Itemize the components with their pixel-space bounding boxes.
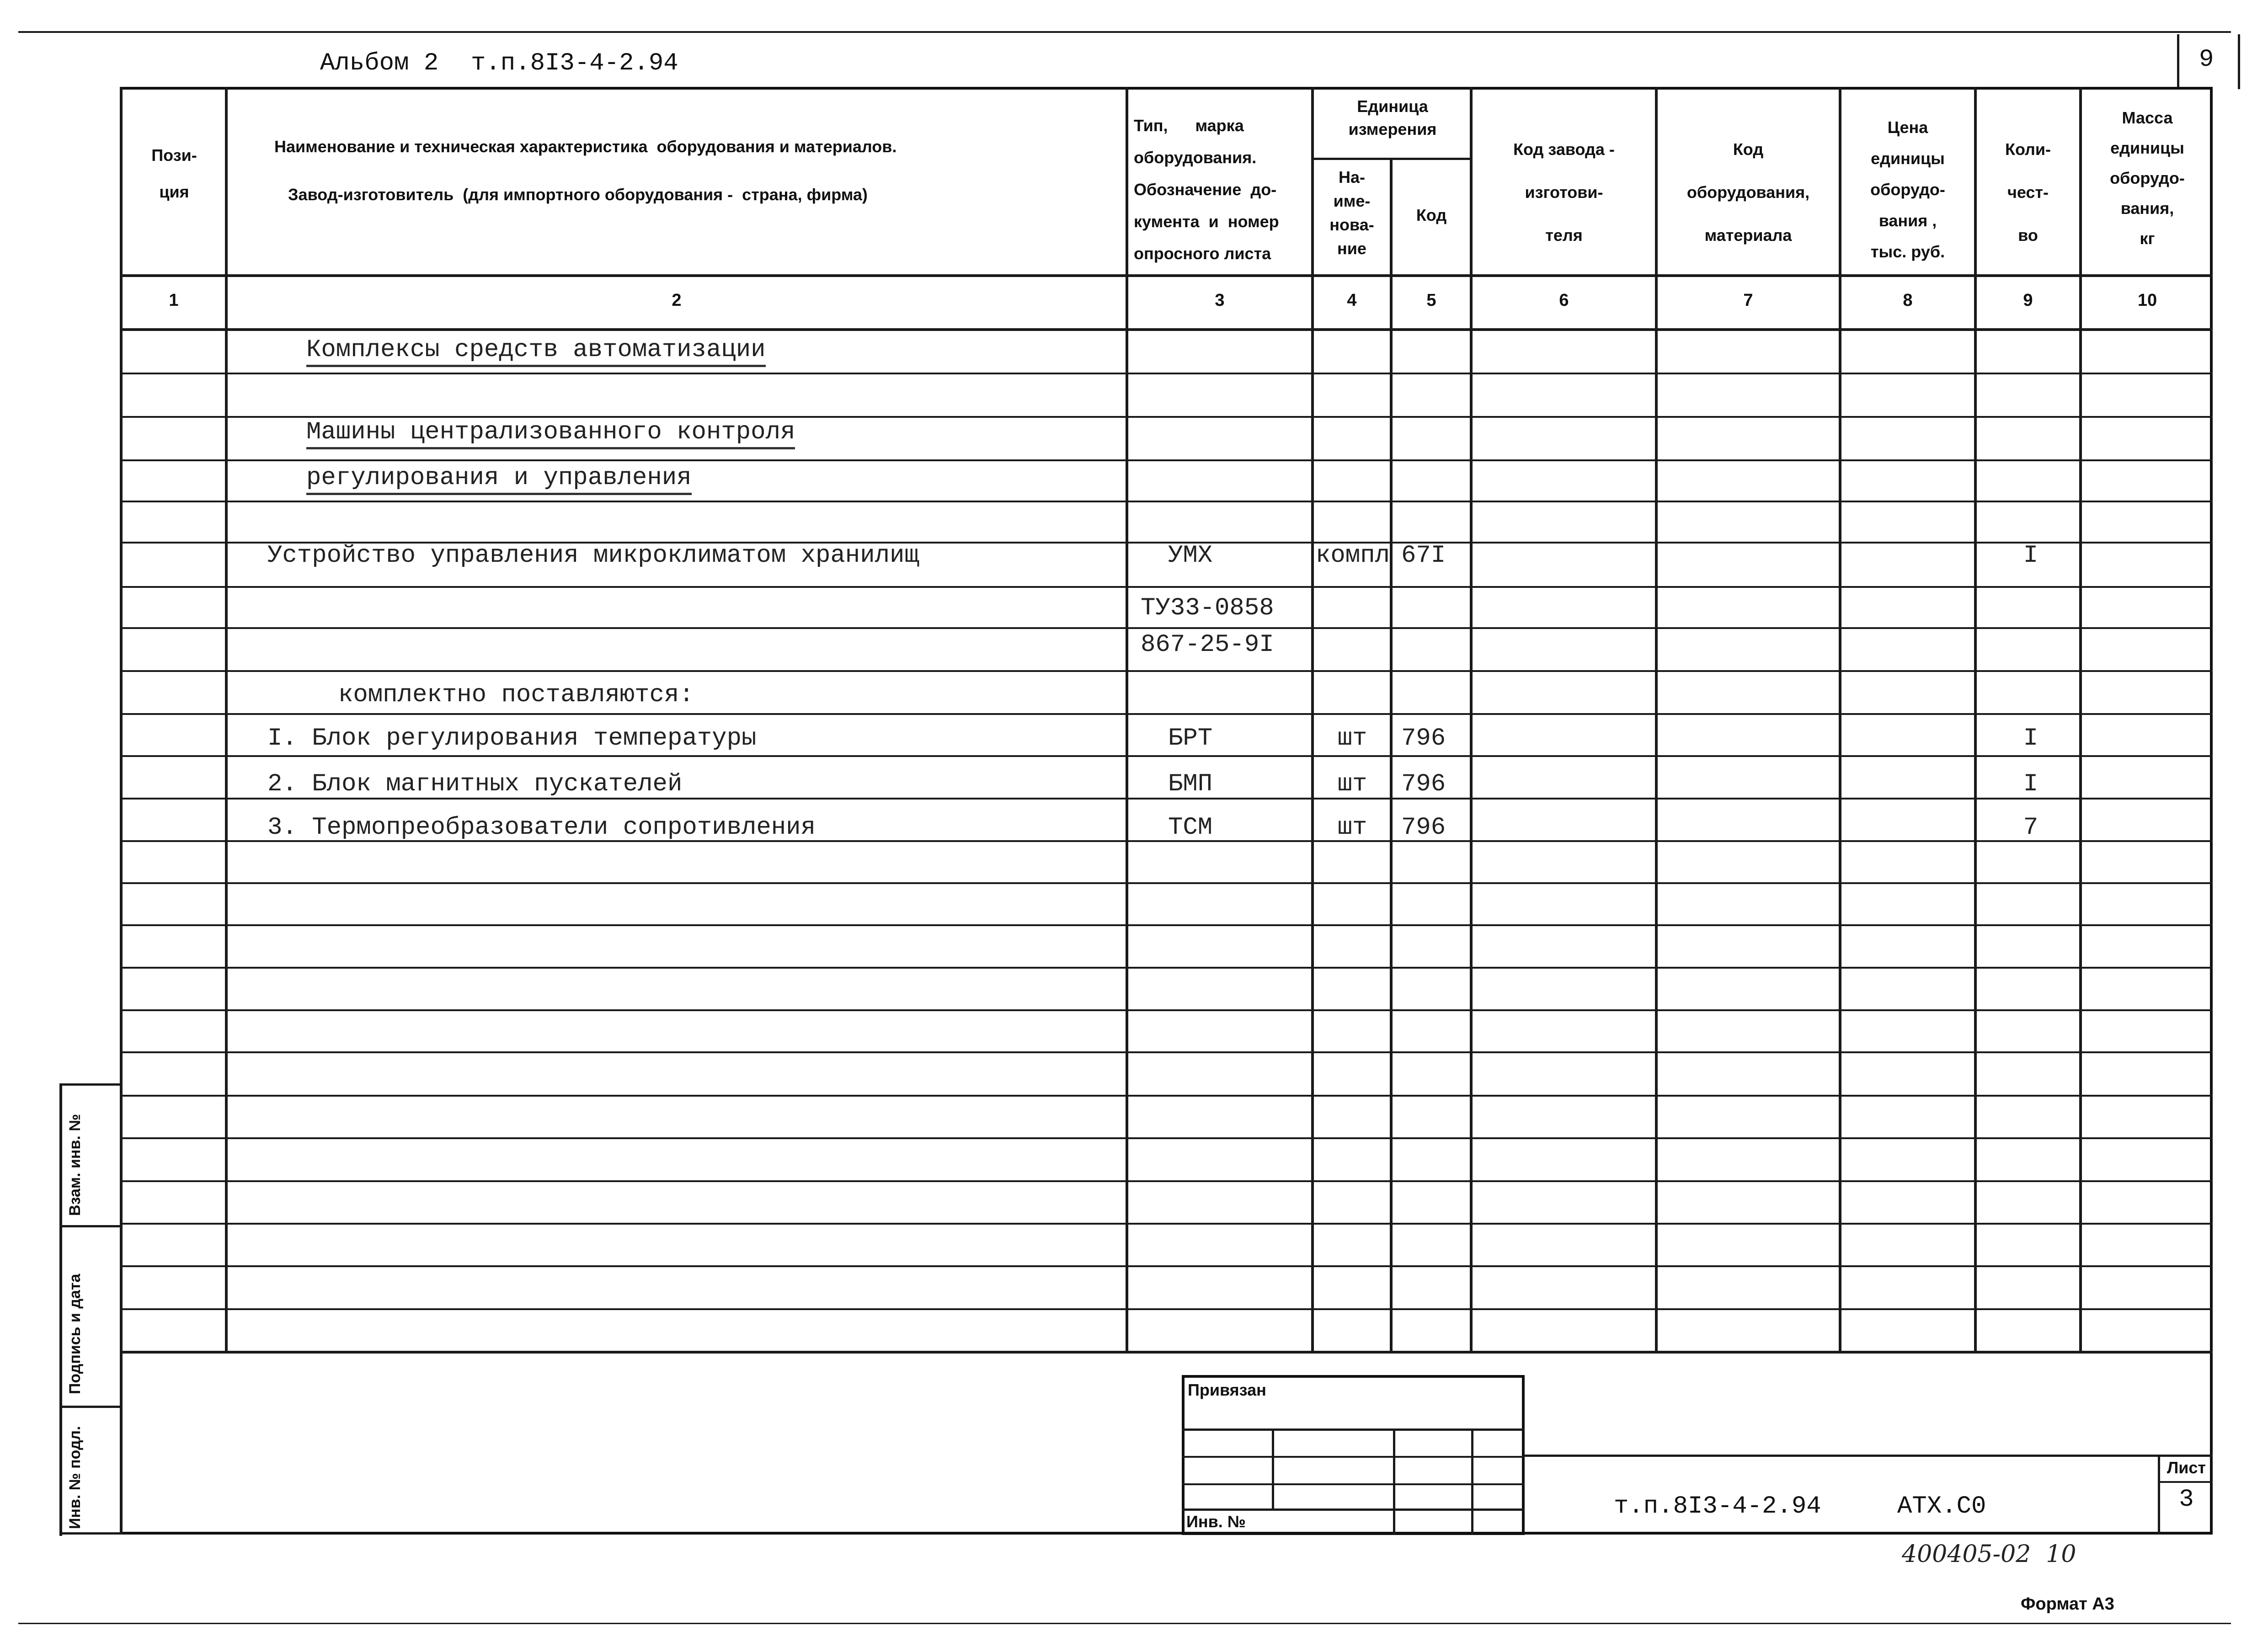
colnum-9: 9 xyxy=(2023,291,2033,310)
side-frame-top xyxy=(59,1083,123,1086)
header-col10: Масса единицы оборудо- вания, кг xyxy=(2110,108,2185,248)
row-rule xyxy=(123,416,2213,418)
colnum-5: 5 xyxy=(1426,291,1436,310)
side-frame-div1 xyxy=(59,1225,123,1227)
header-col5: Код xyxy=(1416,206,1447,224)
top-rule xyxy=(18,31,2231,33)
side-label-podpis: Подпись и дата xyxy=(66,1274,84,1394)
item-quantity: I xyxy=(2023,542,2039,570)
colnum-1: 1 xyxy=(169,291,179,310)
colnum-8: 8 xyxy=(1903,291,1913,310)
album-label: Альбом 2 xyxy=(320,49,439,77)
row-rule xyxy=(123,1095,2213,1097)
col-line-7 xyxy=(1839,87,1841,1353)
header-col7: Код оборудования, материала xyxy=(1686,140,1810,245)
list-label: Лист xyxy=(2167,1458,2206,1477)
item-type: БРТ xyxy=(1168,725,1213,752)
item-unit-code: 67I xyxy=(1401,542,1446,570)
body-bottom-rule xyxy=(120,1351,2213,1354)
stamp-v1 xyxy=(1272,1428,1274,1511)
colnum-4: 4 xyxy=(1347,291,1357,310)
item-quantity: I xyxy=(2023,770,2039,798)
item-type: УМХ xyxy=(1168,542,1213,570)
doc-number-top: т.п.8I3-4-2.94 xyxy=(471,49,678,77)
colnum-bottom-rule xyxy=(120,328,2213,331)
titleblock-top xyxy=(1525,1455,2213,1457)
item-name: Машины централизованного контроля xyxy=(306,418,795,449)
row-rule xyxy=(123,1009,2213,1011)
row-rule xyxy=(123,713,2213,715)
row-rule xyxy=(123,1265,2213,1267)
header-col2-line1: Наименование и техническая характеристика оборудования и материалов. xyxy=(274,137,897,156)
stamp-inv-label: Инв. № xyxy=(1186,1512,1246,1531)
stamp-privyazan-label: Привязан xyxy=(1188,1380,1266,1399)
header-col2-line2: Завод-изготовитель (для импортного оборудования - страна, фирма) xyxy=(288,185,868,204)
row-rule xyxy=(123,627,2213,629)
col-line-9 xyxy=(2079,87,2082,1353)
colnum-10: 10 xyxy=(2137,291,2157,310)
header-col1: Пози- ция xyxy=(151,146,197,201)
item-unit-code: 796 xyxy=(1401,725,1446,752)
side-frame-bottom xyxy=(59,1532,123,1535)
row-rule xyxy=(123,459,2213,461)
item-type: БМП xyxy=(1168,770,1213,798)
row-rule xyxy=(123,755,2213,757)
item-quantity: I xyxy=(2023,725,2039,752)
row-rule xyxy=(123,670,2213,672)
colnum-7: 7 xyxy=(1743,291,1753,310)
stamp-v3 xyxy=(1471,1428,1473,1535)
header-col4: На- име- нова- ние xyxy=(1329,168,1374,258)
item-name: I. Блок регулирования температуры xyxy=(267,725,757,752)
row-rule xyxy=(123,924,2213,926)
item-unit: шт xyxy=(1337,725,1367,752)
side-label-vzam: Взам. инв. № xyxy=(66,1114,84,1216)
colnum-2: 2 xyxy=(672,291,682,310)
item-name: Комплексы средств автоматизации xyxy=(306,336,766,367)
header-unit-group: Единица измерения xyxy=(1348,97,1437,139)
item-name: комплектно поставляются: xyxy=(338,681,694,709)
col-line-5 xyxy=(1470,87,1473,1353)
titleblock-doc-number: т.п.8I3-4-2.94 xyxy=(1614,1492,1821,1520)
side-frame-div2 xyxy=(59,1406,123,1408)
item-unit: компл xyxy=(1316,542,1390,570)
item-unit: шт xyxy=(1337,770,1367,798)
item-name: Устройство управления микроклиматом хранилищ xyxy=(267,542,919,570)
item-type: ТУ33-0858 xyxy=(1141,594,1274,622)
page-number: 9 xyxy=(2199,46,2214,74)
format-label: Формат А3 xyxy=(2021,1594,2114,1614)
side-frame-left xyxy=(59,1083,62,1536)
col-line-3 xyxy=(1311,87,1314,1353)
col-line-1 xyxy=(225,87,228,1353)
col-line-6 xyxy=(1655,87,1658,1353)
row-rule xyxy=(123,373,2213,374)
item-quantity: 7 xyxy=(2023,814,2039,842)
row-rule xyxy=(123,1180,2213,1182)
row-rule xyxy=(123,1137,2213,1139)
header-col8: Цена единицы оборудо- вания , тыс. руб. xyxy=(1870,118,1945,261)
col-line-2 xyxy=(1126,87,1128,1353)
row-rule xyxy=(123,501,2213,502)
row-rule xyxy=(123,1051,2213,1053)
item-type: ТСМ xyxy=(1168,814,1213,842)
header-bottom-rule xyxy=(120,274,2213,277)
row-rule xyxy=(123,586,2213,588)
header-col9: Коли- чест- во xyxy=(2005,140,2051,245)
colnum-6: 6 xyxy=(1559,291,1569,310)
row-rule xyxy=(123,967,2213,969)
item-name: регулирования и управления xyxy=(306,464,692,495)
page-box-right xyxy=(2238,34,2240,89)
item-unit-code: 796 xyxy=(1401,770,1446,798)
bottom-rule xyxy=(18,1623,2231,1624)
header-col6: Код завода - изготови- теля xyxy=(1513,140,1615,245)
header-col3: Тип, марка оборудования. Обозначение до- кумента и номер опросного листа xyxy=(1134,116,1279,263)
handwritten-number: 400405-02 10 xyxy=(1902,1540,2076,1568)
stamp-v2 xyxy=(1393,1428,1395,1535)
item-unit-code: 796 xyxy=(1401,814,1446,842)
side-label-inv: Инв. № подл. xyxy=(66,1426,84,1529)
page-box-left xyxy=(2177,34,2179,89)
row-rule xyxy=(123,1308,2213,1310)
item-type: 867-25-9I xyxy=(1141,631,1274,659)
row-rule xyxy=(123,1223,2213,1225)
list-box-mid xyxy=(2158,1481,2213,1483)
col-line-8 xyxy=(1974,87,1977,1353)
item-name: 3. Термопреобразователи сопротивления xyxy=(267,814,816,842)
item-unit: шт xyxy=(1337,814,1367,842)
colnum-3: 3 xyxy=(1215,291,1225,310)
row-rule xyxy=(123,882,2213,884)
list-number: 3 xyxy=(2179,1486,2194,1514)
item-name: 2. Блок магнитных пускателей xyxy=(267,770,683,798)
titleblock-sheet-code: АТХ.С0 xyxy=(1897,1492,1986,1520)
